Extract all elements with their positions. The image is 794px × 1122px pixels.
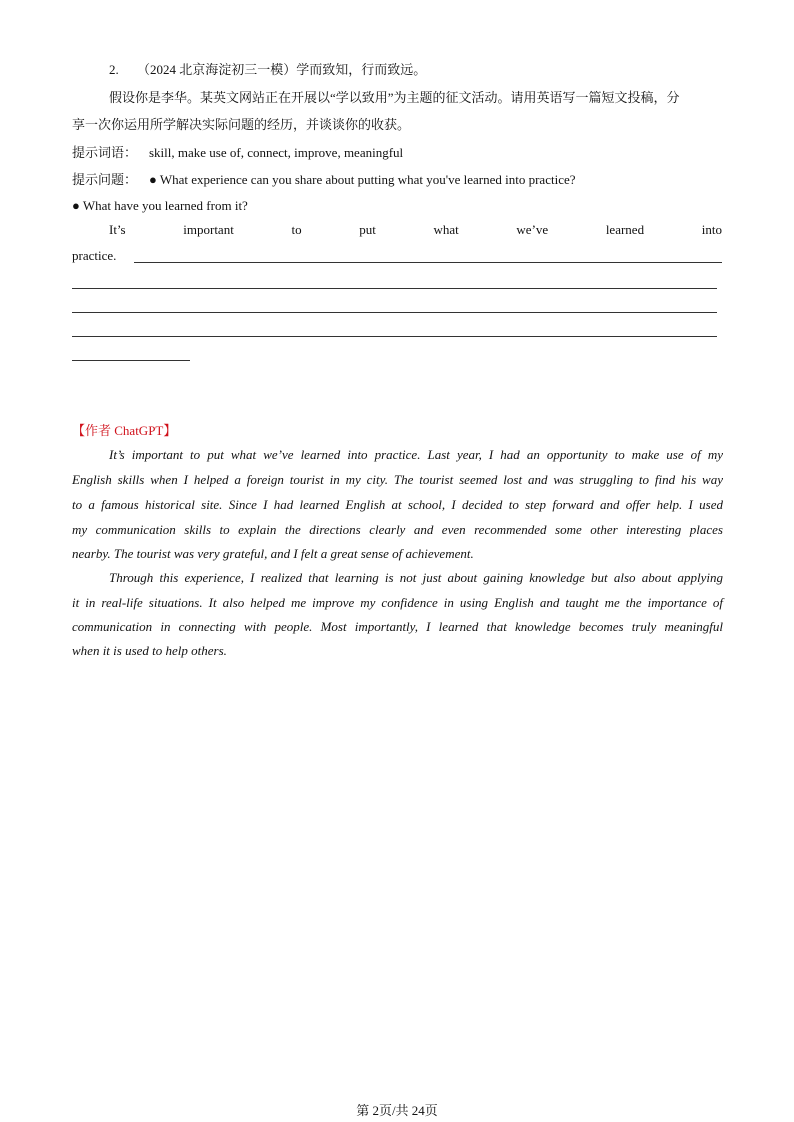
starter-word: into: [701, 222, 722, 237]
hint-questions-label: 提示问题：: [72, 172, 138, 187]
question-source-title: （2024 北京海淀初三一模）学而致知，行而致远。: [137, 62, 427, 77]
writing-line: [72, 288, 717, 289]
answer-p1-line-5: nearby. The tourist was very grateful, and I felt a great sense of achievement.: [72, 546, 474, 561]
starter-word: we’ve: [516, 222, 549, 237]
starter-word: important: [183, 222, 234, 237]
answer-p2-line-2: it in real-life situations. It also helped me improve my confidence in using English and taught me the importance of: [72, 595, 723, 610]
writing-line: [72, 360, 190, 361]
answer-p2-line-4: when it is used to help others.: [72, 643, 227, 658]
hint-question-1: ● What experience can you share about putting what you've learned into practice?: [149, 172, 576, 187]
starter-end: practice.: [72, 248, 117, 263]
writing-line: [72, 336, 717, 337]
hint-words: skill, make use of, connect, improve, meaningful: [149, 145, 404, 160]
answer-p1-line-4: my communication skills to explain the directions clearly and even recommended some other interesting places: [72, 522, 723, 537]
prompt-line-2: 享一次你运用所学解决实际问题的经历，并谈谈你的收获。: [72, 117, 411, 132]
hint-question-2: ● What have you learned from it?: [72, 198, 248, 213]
starter-word: It’s: [109, 222, 126, 237]
starter-word: put: [359, 222, 376, 237]
answer-p1-line-3: to a famous historical site. Since I had learned English at school, I decided to step forward and offer help. I used: [72, 497, 723, 512]
starter-sentence: [109, 222, 722, 238]
page-number: 第 2页/共 24页: [356, 1103, 438, 1118]
answer-p1-line-1: It’s important to put what we’ve learned into practice. Last year, I had an opportunity to make use of my: [109, 447, 723, 462]
answer-header: 【作者 ChatGPT】: [72, 423, 177, 438]
starter-word: what: [433, 222, 459, 237]
writing-line: [134, 262, 722, 263]
prompt-line-1: 假设你是李华。某英文网站正在开展以“学以致用”为主题的征文活动。请用英语写一篇短文投稿，分: [109, 90, 680, 105]
starter-word: to: [291, 222, 302, 237]
answer-p1-line-2: English skills when I helped a foreign tourist in my city. The tourist seemed lost and was struggling to find his way: [72, 472, 723, 487]
hint-words-label: 提示词语：: [72, 145, 138, 160]
writing-line: [72, 312, 717, 313]
answer-p2-line-1: Through this experience, I realized that learning is not just about gaining knowledge but also about applying: [109, 570, 723, 585]
answer-p2-line-3: communication in connecting with people. Most importantly, I learned that knowledge becomes truly meaningful: [72, 619, 723, 634]
question-number: 2.: [109, 62, 119, 77]
starter-word: learned: [605, 222, 645, 237]
